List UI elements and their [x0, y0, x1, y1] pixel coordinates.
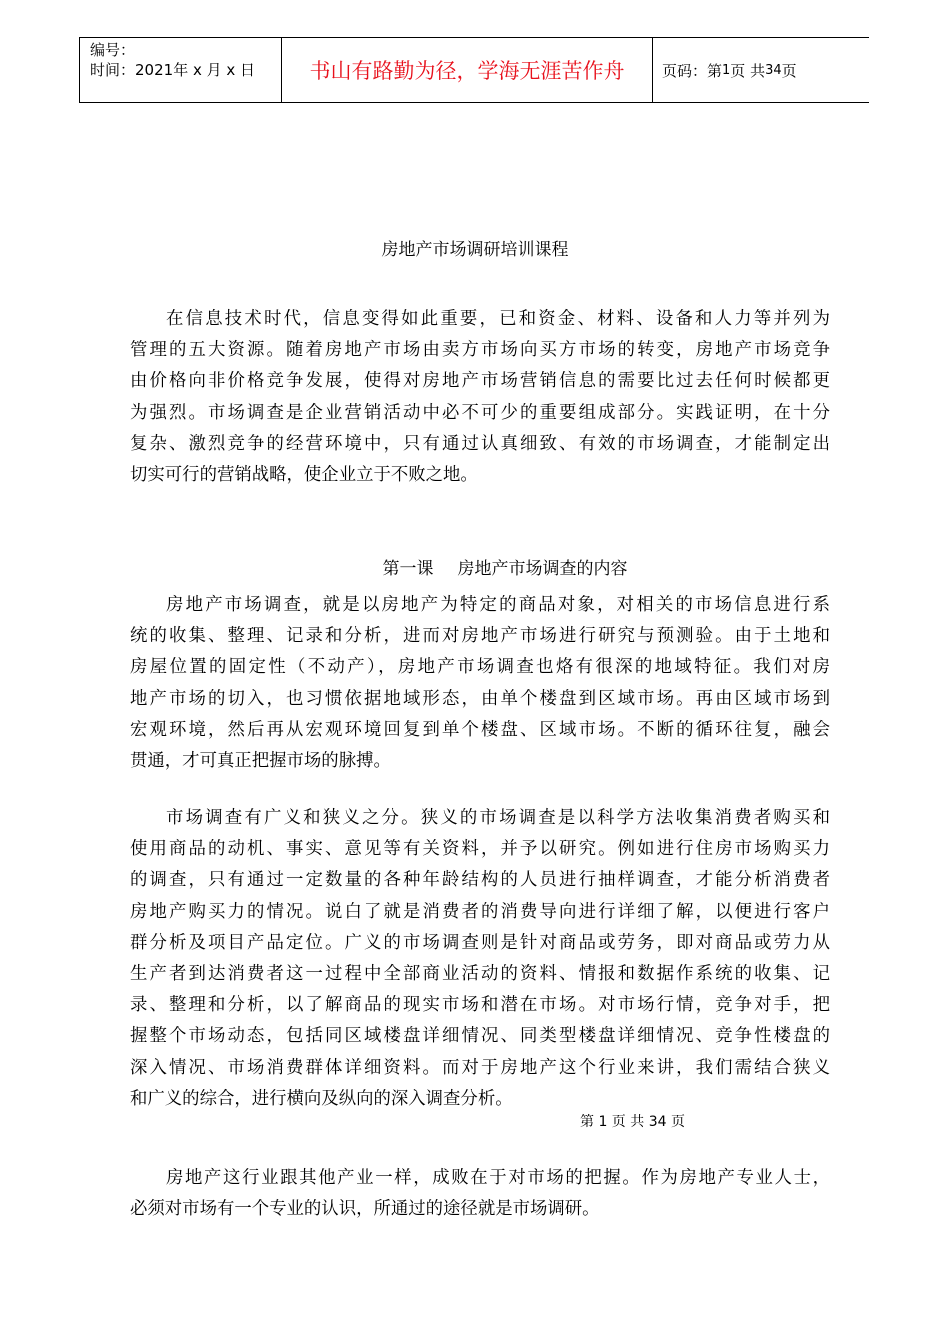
lesson-name: 房地产市场调查的内容	[457, 559, 628, 579]
text-line: 必须对市场有一个专业的认识，所通过的途径就是市场调研。	[130, 1199, 600, 1220]
text-line: 录、整理和分析，以了解商品的现实市场和潜在市场。对市场行情，竞争对手，把	[130, 995, 830, 1016]
page-counter	[653, 38, 869, 102]
text-line: 为强烈。市场调查是企业营销活动中必不可少的重要组成部分。实践证明，在十分	[130, 402, 830, 423]
text-line: 贯通，才可真正把握市场的脉搏。	[130, 751, 391, 772]
text-line: 房地产市场调查，就是以房地产为特定的商品对象，对相关的市场信息进行系	[166, 595, 830, 615]
page-end: 页	[781, 61, 797, 80]
page-footer: 第 1 页 共 34 页	[580, 1114, 685, 1130]
text-line: 群分析及项目产品定位。广义的市场调查则是针对商品或劳务，即对商品或劳力从	[130, 932, 830, 953]
page-total: 34	[765, 62, 782, 78]
lesson-number: 第一课	[382, 559, 434, 579]
text-line: 握整个市场动态，包括同区域楼盘详细情况、同类型楼盘详细情况、竞争性楼盘的	[130, 1026, 830, 1047]
text-line: 统的收集、整理、记录和分析，进而对房地产市场进行研究与预测验。由于土地和	[130, 626, 830, 647]
page-header	[79, 37, 869, 103]
text-line: 市场调查有广义和狭义之分。狭义的市场调查是以科学方法收集消费者购买和	[166, 808, 830, 828]
id-label: 编号：	[90, 41, 136, 59]
text-line: 房地产这行业跟其他产业一样，成败在于对市场的把握。作为房地产专业人士，	[166, 1168, 830, 1188]
lesson-heading	[0, 556, 950, 582]
text-line: 在信息技术时代，信息变得如此重要，已和资金、材料、设备和人力等并列为	[166, 309, 830, 329]
paragraph-2	[130, 803, 830, 1115]
text-line: 由价格向非价格竞争发展，使得对房地产市场营销信息的需要比过去任何时候都更	[130, 371, 830, 392]
text-line: 宏观环境，然后再从宏观环境回复到单个楼盘、区域市场。不断的循环往复，融会	[130, 719, 830, 740]
text-line: 的调查，只有通过一定数量的各种年龄结构的人员进行抽样调查，才能分析消费者	[130, 870, 830, 891]
paragraph-3	[130, 1163, 830, 1225]
time-rest: 年 x 月 x 日	[173, 61, 256, 79]
text-line: 生产者到达消费者这一过程中全部商业活动的资料、情报和数据作系统的收集、记	[130, 964, 830, 985]
text-line: 地产市场的切入，也习惯依据地域形态，由单个楼盘到区域市场。再由区域市场到	[130, 688, 830, 709]
text-line: 房屋位置的固定性（不动产），房地产市场调查也烙有很深的地域特征。我们对房	[130, 657, 830, 678]
page-number: 1	[722, 62, 731, 78]
text-line: 复杂、激烈竞争的经营环境中，只有通过认真细致、有效的市场调查，才能制定出	[130, 433, 830, 454]
time-line	[90, 60, 281, 80]
intro-paragraph	[130, 304, 830, 491]
text-line: 和广义的综合，进行横向及纵向的深入调查分析。	[130, 1088, 513, 1109]
document-title: 房地产市场调研培训课程	[381, 240, 569, 260]
motto: 书山有路勤为径，学海无涯苦作舟	[282, 38, 653, 102]
text-line: 管理的五大资源。随着房地产市场由卖方市场向买方市场的转变，房地产市场竞争	[130, 340, 830, 361]
text-line: 房地产购买力的情况。说白了就是消费者的消费导向进行详细了解，以便进行客户	[130, 901, 830, 922]
time-label: 时间：	[90, 61, 136, 79]
paragraph-1	[130, 590, 830, 777]
text-line: 切实可行的营销战略，使企业立于不败之地。	[130, 465, 478, 486]
page-mid: 页 共	[730, 61, 766, 80]
time-year: 2021	[135, 61, 174, 79]
header-meta-cell	[79, 38, 282, 102]
text-line: 深入情况、市场消费群体详细资料。而对于房地产这个行业来讲，我们需结合狭义	[130, 1057, 830, 1078]
page-label: 页码：第	[662, 61, 723, 80]
text-line: 使用商品的动机、事实、意见等有关资料，并予以研究。例如进行住房市场购买力	[130, 839, 830, 860]
